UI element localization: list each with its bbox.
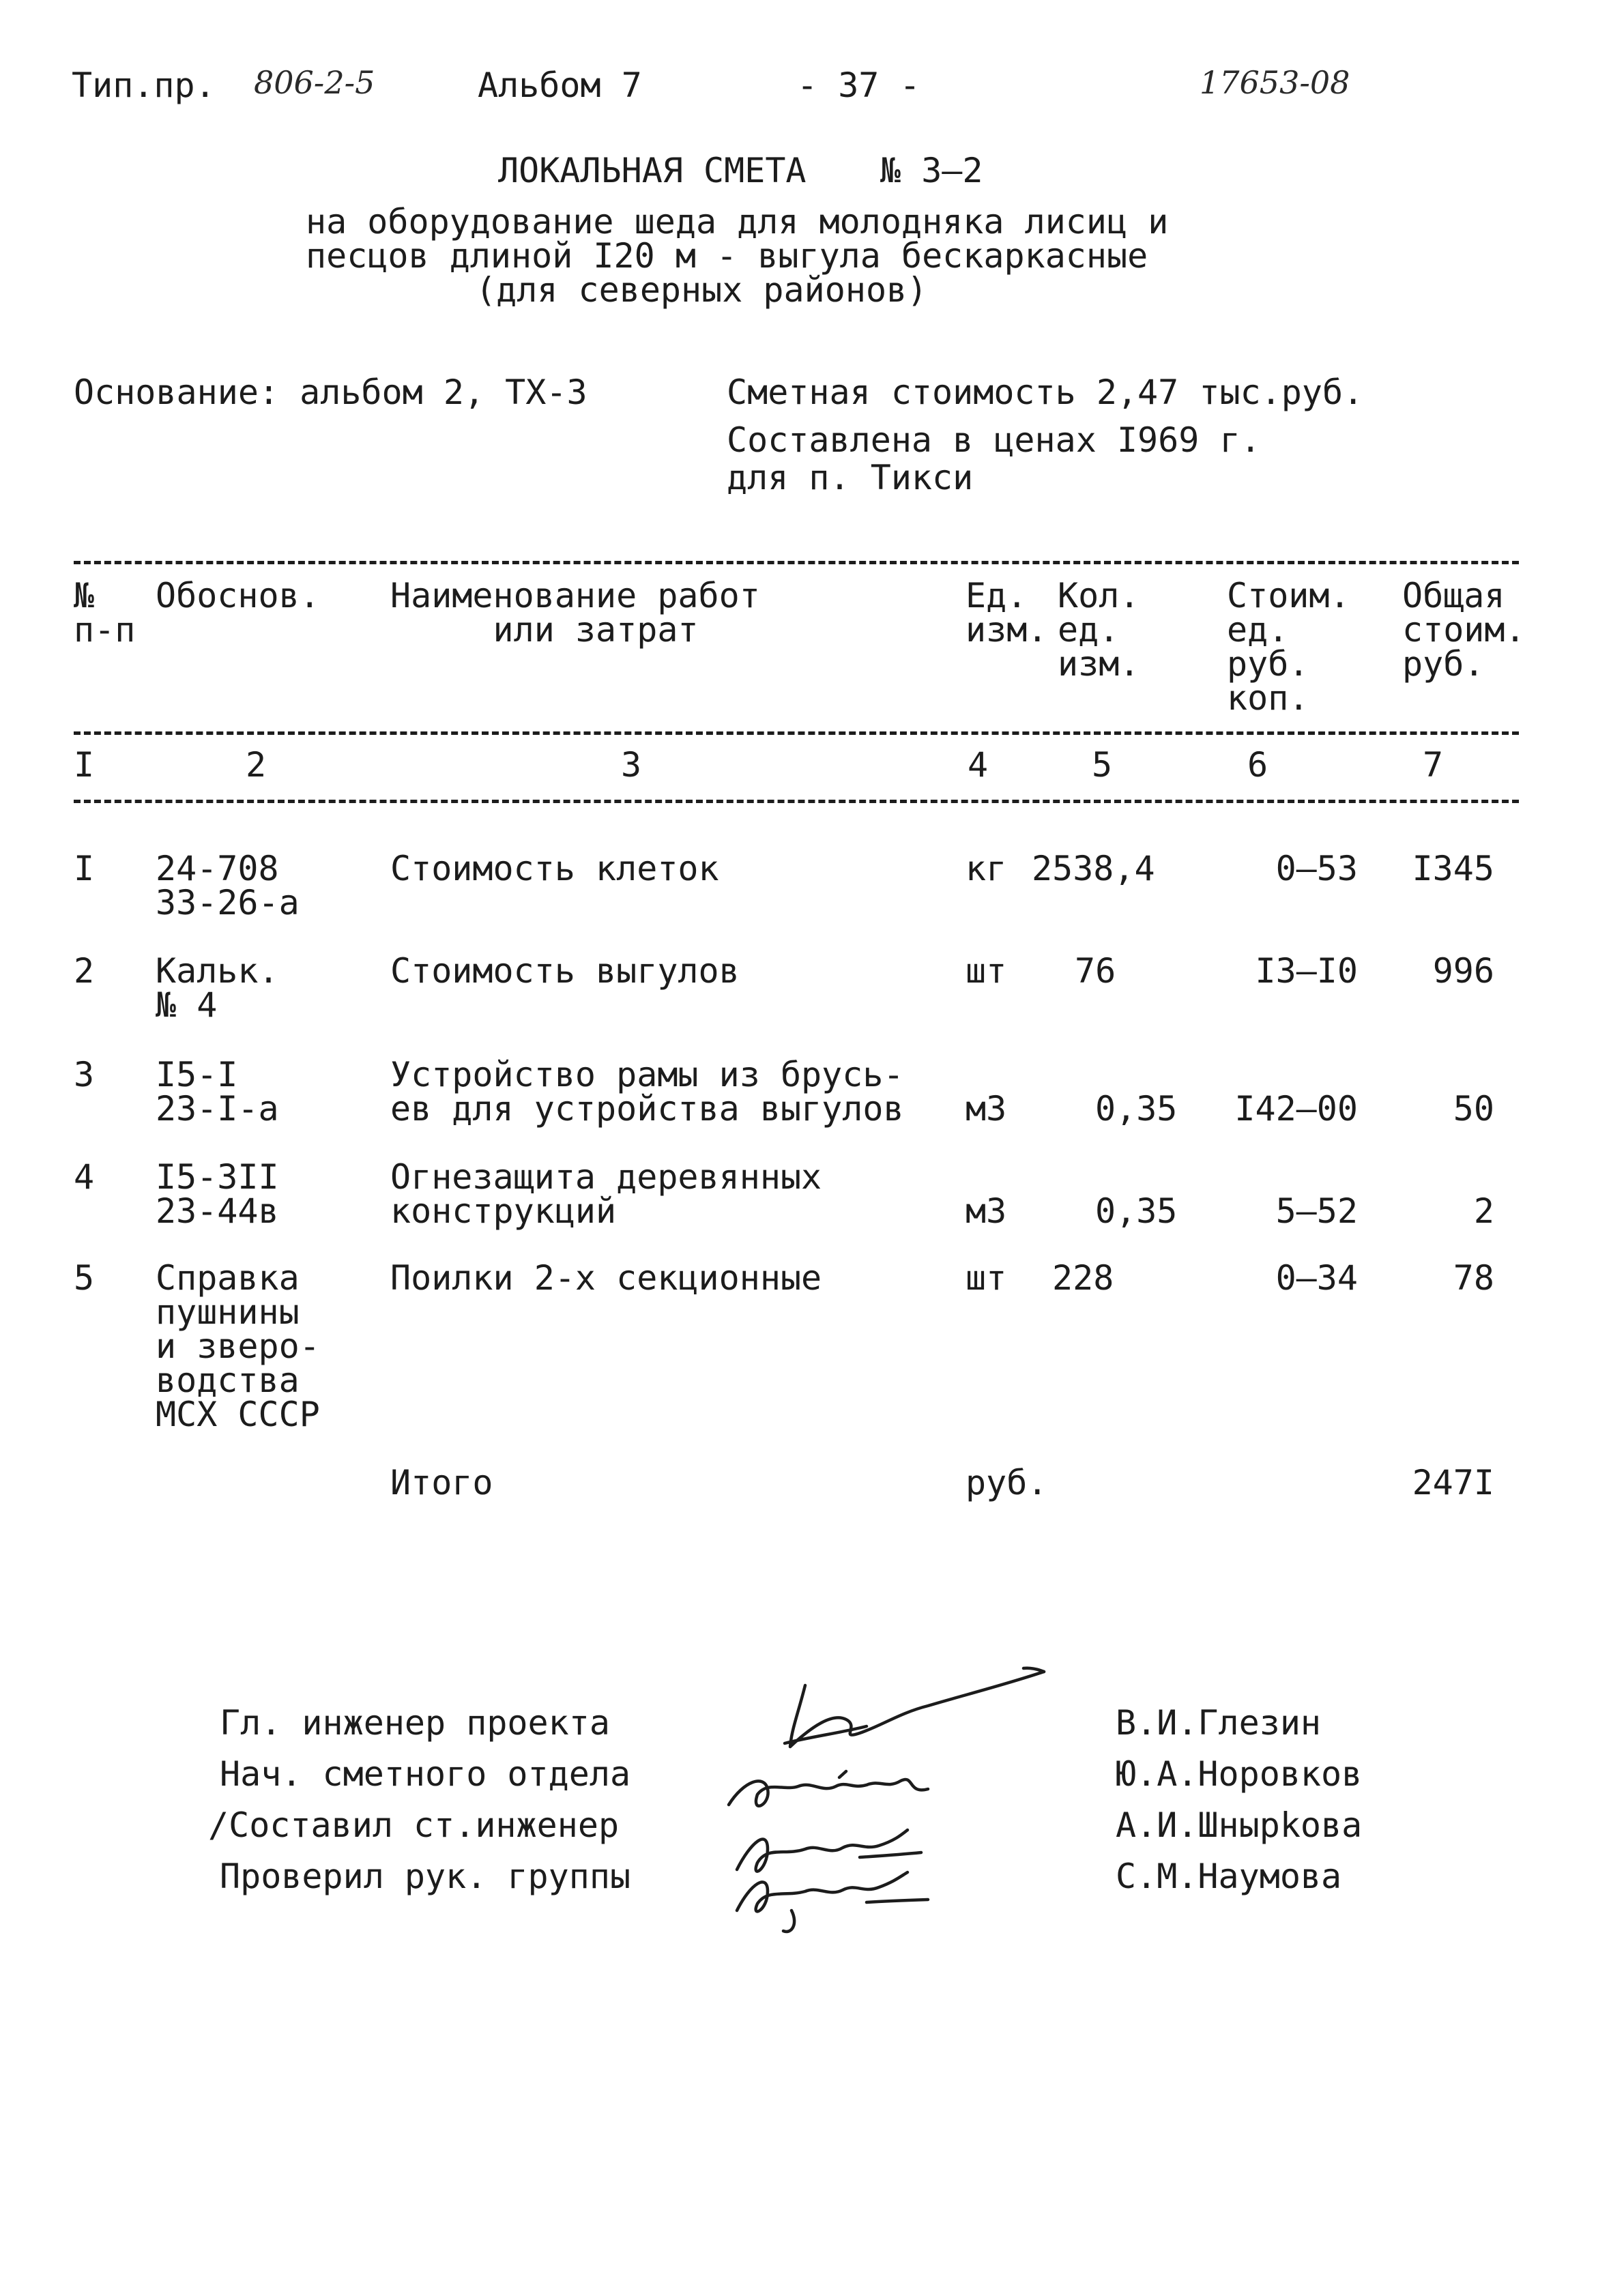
row-name: Стоимость клеток — [390, 849, 719, 888]
page-number: - 37 - — [797, 66, 920, 105]
row-basis: Кальк. № 4 — [156, 951, 279, 1025]
signer-name: А.И.Шнырkова — [1116, 1805, 1363, 1845]
price-basis-line-1: Составлена в ценах I969 г. — [727, 420, 1261, 460]
row-price: 0–53 — [1275, 849, 1358, 888]
row-name: Поилки 2-х секционные — [390, 1258, 822, 1298]
row-qty: 228 — [1052, 1258, 1114, 1298]
signer-name: С.М.Наумова — [1116, 1857, 1342, 1896]
column-number: 4 — [968, 745, 989, 785]
total-value: 247I — [1412, 1463, 1494, 1502]
signer-name: В.И.Глезин — [1116, 1703, 1322, 1743]
total-unit: руб. — [966, 1463, 1048, 1502]
total-label: Итого — [390, 1463, 493, 1502]
row-name: Огнезащита деревянных конструкций — [390, 1157, 822, 1231]
signer-role: /Составил ст.инженер — [208, 1805, 620, 1845]
column-number: 7 — [1423, 745, 1444, 785]
row-unit: м3 — [966, 1191, 1007, 1231]
basis-text: Основание: альбом 2, ТХ-3 — [74, 373, 587, 412]
signer-name: Ю.А.Норовков — [1116, 1754, 1363, 1794]
header-qty: Кол. ед. изм. — [1058, 576, 1140, 684]
row-num: 4 — [74, 1157, 95, 1197]
subtitle-line-1: на оборудование шеда для молодняка лисиц и — [306, 202, 1169, 242]
row-name: Устройство рамы из брусь- ев для устройства выгулов — [390, 1055, 904, 1129]
row-qty: 0,35 — [1095, 1089, 1178, 1129]
table-rule-top — [74, 561, 1519, 564]
price-basis-line-2: для п. Тикси — [727, 458, 974, 497]
row-num: 5 — [74, 1258, 95, 1298]
header-basis: Обоснов. — [156, 576, 320, 615]
row-unit: шт — [966, 1258, 1007, 1298]
header-unit: Ед. изм. — [966, 576, 1048, 650]
row-total: 78 — [1453, 1258, 1494, 1298]
album-label: Альбом 7 — [478, 66, 642, 105]
header-prefix: Тип.пр. — [72, 66, 216, 105]
row-num: 3 — [74, 1055, 95, 1094]
signer-role: Проверил рук. группы — [220, 1857, 631, 1896]
row-basis: I5-I 23-I-а — [156, 1055, 279, 1129]
column-number: 5 — [1092, 745, 1113, 785]
row-basis: Справка пушнины и зверо- водства МСХ СССР — [156, 1258, 320, 1434]
row-total: 50 — [1453, 1089, 1494, 1129]
signer-role: Нач. сметного отдела — [220, 1754, 631, 1794]
header-num: № п-п — [74, 576, 136, 650]
row-total: 2 — [1473, 1191, 1494, 1231]
row-qty: 0,35 — [1095, 1191, 1178, 1231]
row-unit: м3 — [966, 1089, 1007, 1129]
row-unit: кг — [966, 849, 1007, 888]
subtitle-line-3: (для северных районов) — [476, 270, 928, 310]
row-name: Стоимость выгулов — [390, 951, 740, 991]
row-price: I3–I0 — [1255, 951, 1358, 991]
project-number: 806-2-5 — [254, 64, 375, 101]
row-total: I345 — [1412, 849, 1494, 888]
row-basis: I5-3II 23-44в — [156, 1157, 279, 1231]
column-number: 2 — [246, 745, 267, 785]
row-price: 0–34 — [1275, 1258, 1358, 1298]
document-heading: ЛОКАЛЬНАЯ СМЕТА — [498, 151, 807, 190]
header-total: Общая стоим. руб. — [1402, 576, 1526, 684]
table-rule-header — [74, 731, 1519, 735]
column-number: 3 — [621, 745, 642, 785]
handwritten-signatures — [703, 1610, 1058, 1938]
row-unit: шт — [966, 951, 1007, 991]
header-name: Наименование работ или затрат — [390, 576, 760, 650]
subtitle-line-2: песцов длиной I20 м - выгула бескаркасные — [306, 236, 1148, 276]
row-qty: 76 — [1075, 951, 1116, 991]
row-num: 2 — [74, 951, 95, 991]
column-number: 6 — [1247, 745, 1268, 785]
row-basis: 24-708 33-26-а — [156, 849, 300, 922]
estimate-number: № 3–2 — [880, 151, 983, 190]
table-rule-numbers — [74, 800, 1519, 803]
signer-role: Гл. инженер проекта — [220, 1703, 610, 1743]
row-total: 996 — [1432, 951, 1494, 991]
row-price: 5–52 — [1275, 1191, 1358, 1231]
document-number: 17653-08 — [1200, 64, 1350, 101]
column-number: I — [74, 745, 95, 785]
row-num: I — [74, 849, 95, 888]
row-qty: 2538,4 — [1032, 849, 1155, 888]
row-price: I42–00 — [1234, 1089, 1358, 1129]
header-price: Стоим. ед. руб. коп. — [1227, 576, 1350, 718]
estimated-cost: Сметная стоимость 2,47 тыс.руб. — [727, 373, 1364, 412]
